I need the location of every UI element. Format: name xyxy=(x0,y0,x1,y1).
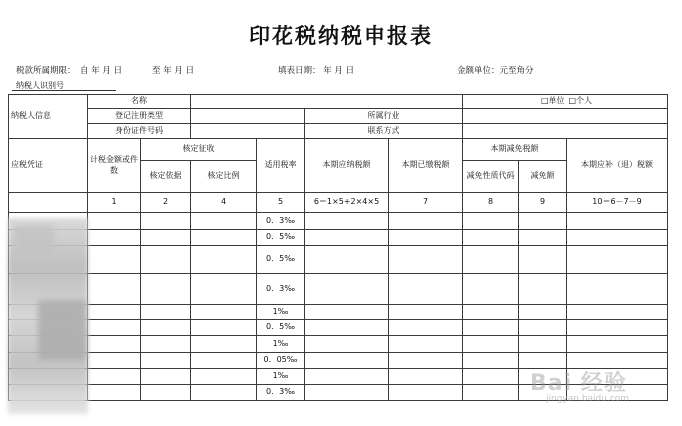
id-number-label: 身份证件号码 xyxy=(88,124,191,139)
header-verified-ratio: 核定比例 xyxy=(191,161,257,193)
rate-cell: 0．5‰ xyxy=(257,230,305,246)
header-voucher: 应税凭证 xyxy=(9,139,88,193)
entry-cell[interactable] xyxy=(305,213,389,230)
tax-data-row xyxy=(9,320,668,336)
entry-cell[interactable] xyxy=(389,369,463,385)
entry-cell[interactable] xyxy=(305,305,389,320)
entry-cell[interactable] xyxy=(305,320,389,336)
entry-cell[interactable] xyxy=(88,246,141,274)
info-row-registration xyxy=(9,109,668,124)
entry-cell[interactable] xyxy=(191,305,257,320)
entry-cell[interactable] xyxy=(305,385,389,401)
tax-data-row xyxy=(9,213,668,230)
form-title: 印花税纳税申报表 xyxy=(249,23,433,48)
entry-cell[interactable] xyxy=(88,305,141,320)
entry-cell[interactable] xyxy=(463,385,519,401)
tax-data-row xyxy=(9,305,668,320)
entry-cell[interactable] xyxy=(519,336,567,353)
rate-cell: 0．05‰ xyxy=(257,353,305,369)
entry-cell[interactable] xyxy=(191,336,257,353)
entry-cell[interactable] xyxy=(389,246,463,274)
registration-type-label: 登记注册类型 xyxy=(88,109,191,124)
entry-cell[interactable] xyxy=(463,353,519,369)
entry-cell[interactable] xyxy=(191,353,257,369)
industry-value[interactable] xyxy=(463,109,668,124)
entry-cell[interactable] xyxy=(567,336,668,353)
formula-cell: 5 xyxy=(257,193,305,213)
entry-cell[interactable] xyxy=(191,274,257,305)
entry-cell[interactable] xyxy=(389,385,463,401)
entry-cell[interactable] xyxy=(567,246,668,274)
id-number-value[interactable] xyxy=(191,124,305,139)
header-refund: 本期应补（退）税额 xyxy=(567,139,668,193)
entry-cell[interactable] xyxy=(141,353,191,369)
entry-cell[interactable] xyxy=(305,353,389,369)
formula-row xyxy=(9,193,668,213)
contact-value[interactable] xyxy=(463,124,668,139)
rate-cell: 1‰ xyxy=(257,336,305,353)
formula-cell: 4 xyxy=(191,193,257,213)
entry-cell[interactable] xyxy=(191,213,257,230)
form-body xyxy=(9,95,668,213)
entry-cell[interactable] xyxy=(463,246,519,274)
entry-cell[interactable] xyxy=(305,274,389,305)
entry-cell[interactable] xyxy=(141,369,191,385)
formula-cell: 8 xyxy=(463,193,519,213)
entry-cell[interactable] xyxy=(463,274,519,305)
period-label: 税款所属期限： xyxy=(16,66,76,76)
entry-cell[interactable] xyxy=(463,369,519,385)
header-relief: 本期减免税额 xyxy=(463,139,567,161)
formula-cell: 6＝1×5+2×4×5 xyxy=(305,193,389,213)
entry-cell[interactable] xyxy=(389,353,463,369)
entry-cell[interactable] xyxy=(305,230,389,246)
formula-cell: 2 xyxy=(141,193,191,213)
header-amount: 计税金额或件数 xyxy=(88,139,141,193)
entry-cell[interactable] xyxy=(88,274,141,305)
rate-cell: 0．3‰ xyxy=(257,213,305,230)
header-row-1 xyxy=(9,139,668,161)
rate-cell: 0．3‰ xyxy=(257,385,305,401)
entry-cell[interactable] xyxy=(567,213,668,230)
taxpayer-id-label: 纳税人识别号 xyxy=(16,81,64,90)
taxpayer-id-field-line xyxy=(12,90,116,91)
entry-cell[interactable] xyxy=(519,274,567,305)
industry-label: 所属行业 xyxy=(305,109,463,124)
entry-cell[interactable] xyxy=(88,353,141,369)
entry-cell[interactable] xyxy=(191,246,257,274)
entry-cell[interactable] xyxy=(567,305,668,320)
formula-cell-blank xyxy=(9,193,88,213)
entry-cell[interactable] xyxy=(463,230,519,246)
entry-cell[interactable] xyxy=(141,274,191,305)
rate-cell: 0．3‰ xyxy=(257,274,305,305)
period-from: 自 年 月 日 xyxy=(80,66,123,76)
header-relief-code: 减免性质代码 xyxy=(463,161,519,193)
entry-cell[interactable] xyxy=(191,230,257,246)
entry-cell[interactable] xyxy=(389,305,463,320)
entry-cell[interactable] xyxy=(519,246,567,274)
contact-label: 联系方式 xyxy=(305,124,463,139)
tax-data-row xyxy=(9,230,668,246)
entry-cell[interactable] xyxy=(463,213,519,230)
entry-cell[interactable] xyxy=(567,274,668,305)
entry-cell[interactable] xyxy=(389,336,463,353)
entry-cell[interactable] xyxy=(88,320,141,336)
entry-cell[interactable] xyxy=(389,230,463,246)
entry-cell[interactable] xyxy=(191,385,257,401)
formula-cell: 7 xyxy=(389,193,463,213)
header-relief-amount: 减免额 xyxy=(519,161,567,193)
entry-cell[interactable] xyxy=(141,246,191,274)
entry-cell[interactable] xyxy=(389,274,463,305)
rate-cell: 0．5‰ xyxy=(257,246,305,274)
entry-cell[interactable] xyxy=(141,336,191,353)
name-label: 名称 xyxy=(88,95,191,109)
type-person-checkbox[interactable]: □个人 xyxy=(567,95,668,109)
entry-cell[interactable] xyxy=(567,320,668,336)
baidu-watermark-url: jingyan.baidu.com xyxy=(546,394,630,404)
entry-cell[interactable] xyxy=(88,336,141,353)
rate-cell: 1‰ xyxy=(257,305,305,320)
info-row-name xyxy=(9,95,668,109)
entry-cell[interactable] xyxy=(463,305,519,320)
tax-form-table xyxy=(8,94,668,401)
entry-cell[interactable] xyxy=(463,320,519,336)
entry-cell[interactable] xyxy=(519,213,567,230)
entry-cell[interactable] xyxy=(141,385,191,401)
entry-cell[interactable] xyxy=(519,320,567,336)
entry-cell[interactable] xyxy=(191,320,257,336)
header-rate: 适用税率 xyxy=(257,139,305,193)
entry-cell[interactable] xyxy=(305,336,389,353)
entry-cell[interactable] xyxy=(141,230,191,246)
tax-data-row xyxy=(9,336,668,353)
redacted-region xyxy=(38,300,86,360)
tax-data-row xyxy=(9,246,668,274)
entry-cell[interactable] xyxy=(88,230,141,246)
entry-cell[interactable] xyxy=(141,305,191,320)
header-payable: 本期应纳税额 xyxy=(305,139,389,193)
entry-cell[interactable] xyxy=(567,230,668,246)
entry-cell[interactable] xyxy=(389,213,463,230)
header-verified: 核定征收 xyxy=(141,139,257,161)
name-value[interactable] xyxy=(191,95,463,109)
formula-cell: 9 xyxy=(519,193,567,213)
period-to: 至 年 月 日 xyxy=(152,66,195,76)
redacted-region xyxy=(14,226,54,262)
registration-type-value[interactable] xyxy=(191,109,305,124)
entry-cell[interactable] xyxy=(519,305,567,320)
entry-cell[interactable] xyxy=(141,213,191,230)
currency-unit: 金额单位：元至角分 xyxy=(457,66,534,76)
entry-cell[interactable] xyxy=(141,320,191,336)
header-paid: 本期已缴税额 xyxy=(389,139,463,193)
entry-cell[interactable] xyxy=(88,213,141,230)
rate-cell: 0．5‰ xyxy=(257,320,305,336)
entry-cell[interactable] xyxy=(389,320,463,336)
entry-cell[interactable] xyxy=(191,369,257,385)
baidu-watermark: Bai 经验 xyxy=(530,371,627,396)
entry-cell[interactable] xyxy=(305,369,389,385)
entry-cell[interactable] xyxy=(88,369,141,385)
type-unit-checkbox[interactable]: □单位 xyxy=(463,95,567,109)
formula-cell: 1 xyxy=(88,193,141,213)
entry-cell[interactable] xyxy=(88,385,141,401)
header-verified-basis: 核定依据 xyxy=(141,161,191,193)
info-row-id xyxy=(9,124,668,139)
taxpayer-info-label: 纳税人信息 xyxy=(9,95,88,139)
rate-cell: 1‰ xyxy=(257,369,305,385)
entry-cell[interactable] xyxy=(305,246,389,274)
fill-date: 填表日期： 年 月 日 xyxy=(278,66,355,76)
formula-cell: 10＝6－7－9 xyxy=(567,193,668,213)
tax-data-row xyxy=(9,274,668,305)
entry-cell[interactable] xyxy=(463,336,519,353)
entry-cell[interactable] xyxy=(519,230,567,246)
